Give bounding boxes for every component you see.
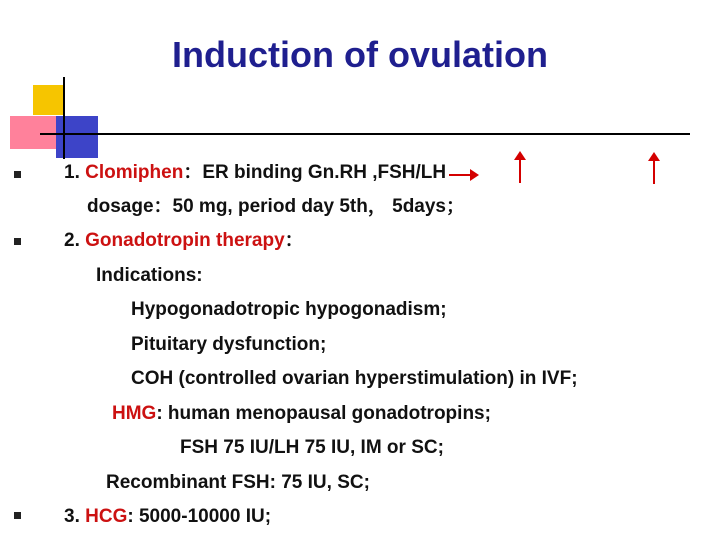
item-2-line	[64, 229, 304, 253]
item-1-line	[64, 161, 446, 185]
ornament-vertical-line	[63, 77, 65, 159]
item-1-description: ：ER binding Gn.RH ,FSH/LH	[183, 162, 447, 183]
bullet-marker-3	[14, 512, 21, 519]
bullet-marker-1	[14, 171, 21, 178]
arrow-up-icon	[519, 159, 521, 183]
indications-label: Indications:	[96, 265, 203, 286]
hmg-dose: FSH 75 IU/LH 75 IU, IM or SC;	[180, 437, 444, 458]
bullet-marker-2	[14, 238, 21, 245]
ornament-yellow-square	[33, 85, 63, 115]
arrow-left-icon	[449, 174, 471, 176]
item-3-line	[64, 505, 271, 529]
hcg-label: HCG	[85, 506, 128, 527]
hmg-line	[112, 402, 491, 426]
item-1-dosage: dosage：50 mg, period day 5th， 5days；	[87, 196, 465, 217]
indication-2: Pituitary dysfunction;	[131, 334, 327, 355]
hcg-dose: : 5000-10000 IU;	[127, 506, 272, 527]
item-1-number: 1.	[64, 162, 80, 183]
item-1-drug: Clomiphen	[85, 162, 184, 183]
item-3-number: 3.	[64, 506, 80, 527]
indication-1: Hypogonadotropic hypogonadism;	[131, 299, 447, 320]
hmg-label: HMG	[112, 403, 157, 424]
title-divider-line	[40, 133, 690, 135]
arrow-up-icon	[653, 160, 655, 184]
item-2-number: 2.	[64, 230, 80, 251]
item-2-colon: ：	[284, 230, 304, 251]
recombinant-fsh: Recombinant FSH: 75 IU, SC;	[106, 472, 370, 493]
slide-title: Induction of ovulation	[172, 34, 548, 75]
indication-3: COH (controlled ovarian hyperstimulation) in IVF;	[131, 368, 578, 389]
hmg-description: : human menopausal gonadotropins;	[156, 403, 491, 424]
item-2-heading: Gonadotropin therapy	[85, 230, 285, 251]
